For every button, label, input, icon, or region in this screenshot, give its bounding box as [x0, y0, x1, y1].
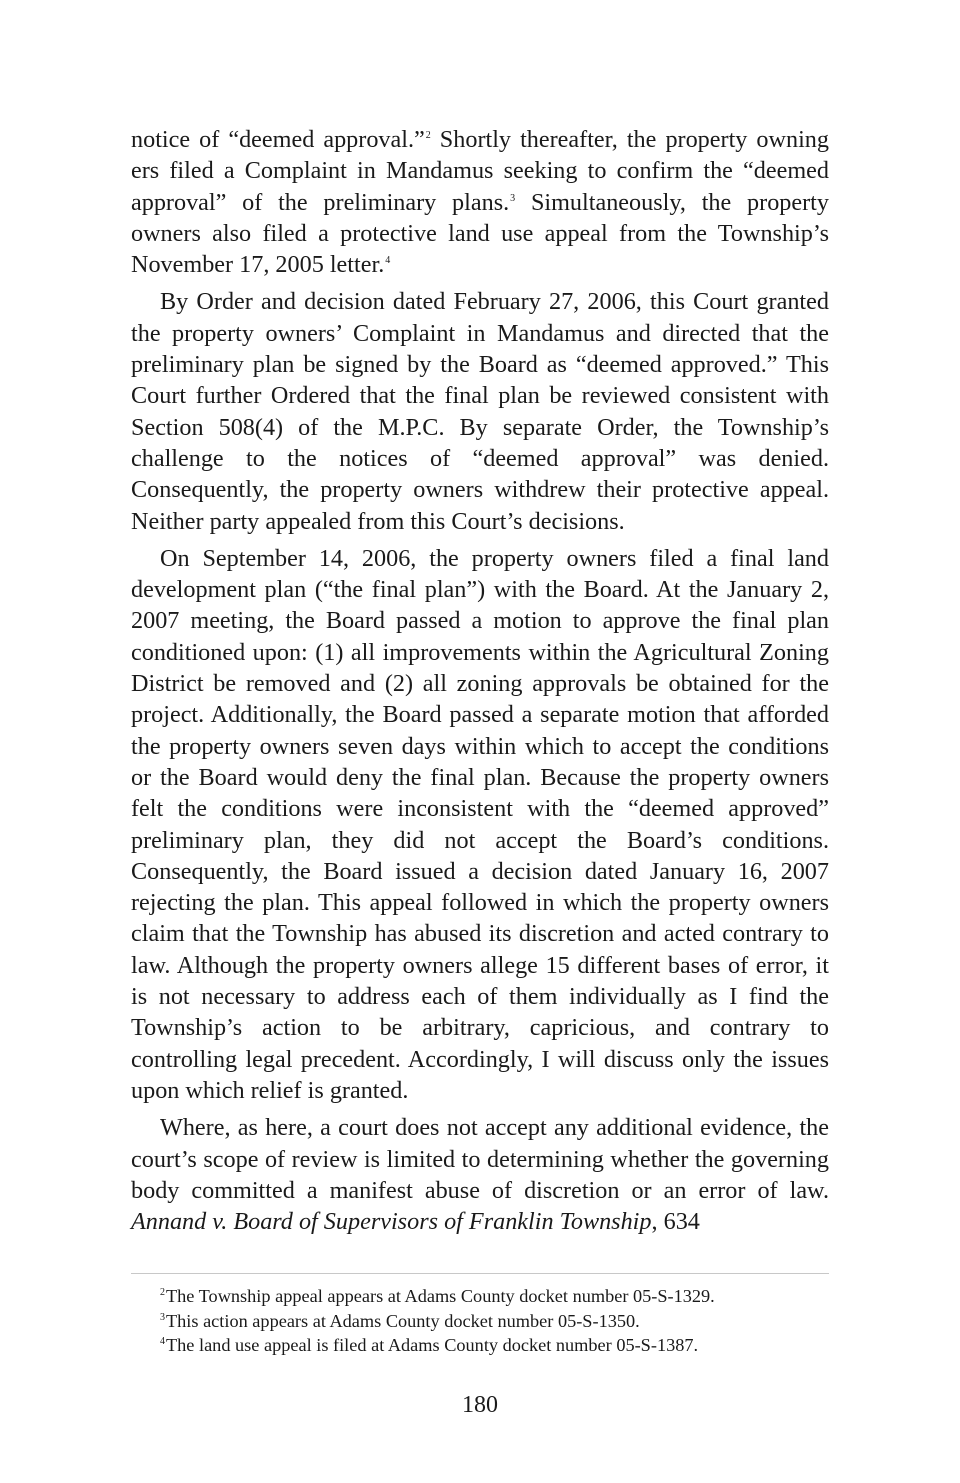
footnote-text: The Township appeal appears at Adams County docket number 05-S-1329. [166, 1286, 715, 1306]
paragraph-3: On September 14, 2006, the property owners filed a final land development plan (“the final plan”) with the Board. At the January 2, 2007 meeting, the Board passed a motion to approve the final plan conditioned upon: (1) all improvements within the Agricultural Zoning District be removed and (2) all zoning approvals be obtained for the project. Additionally, the Board passed a separate motion that afforded the property owners seven days within which to accept the conditions or the Board would deny the final plan. Because the property owners felt the conditions were inconsistent with the “deemed approved” preliminary plan, they did not accept the Board’s conditions. Consequently, the Board issued a decision dated January 16, 2007 rejecting the plan. This appeal followed in which the property owners claim that the Township has abused its discretion and acted contrary to law. Although the property owners allege 15 different bases of error, it is not necessary to address each of them individually as I find the Township’s action to be arbitrary, capricious, and contrary to controlling legal precedent. Accordingly, I will discuss only the issues upon which relief is granted. [131, 544, 829, 1104]
paragraph-1 [131, 124, 829, 280]
paragraph-1-text-c: Simultaneously, the property owners also filed a protective land use appeal from the Township’s November 17, 2005 letter. [131, 188, 829, 279]
paragraph-4-text-b: , 634 [651, 1208, 700, 1236]
paragraph-2: By Order and decision dated February 27, 2006, this Court granted the property owners’ Complaint in Mandamus and directed that the preliminary plan be signed by the Board as “deemed approved.” This Court further Ordered that the final plan be reviewed consistent with Section 508(4) of the M.P.C. By separate Order, the Township’s challenge to the notices of “deemed approval” was denied. Consequently, the property owners withdrew their protective appeal. Neither party appealed from this Court’s decisions. [131, 288, 829, 535]
footnote-number: 2 [160, 1287, 165, 1298]
footnote-number: 3 [160, 1311, 165, 1323]
paragraph-4-text-a: Where, as here, a court does not accept any additional evidence, the court’s scope of review is limited to determining whether the governing body committed a manifest abuse of discretion or an error of law. [131, 1114, 829, 1204]
footnotes [160, 1284, 829, 1358]
footnote-text: This action appears at Adams County docket number 05-S-1350. [166, 1310, 640, 1331]
footnote-ref-3[interactable]: 3 [510, 192, 516, 204]
footnote-text: The land use appeal is filed at Adams County docket number 05-S-1387. [166, 1335, 699, 1355]
footnote-3 [160, 1309, 829, 1334]
paragraph-1-text-b: Shortly thereafter, the property owning ers filed a Complaint in Mandamus seeking to confirm the “deemed approval” of the preliminary plans. [131, 126, 829, 216]
case-citation: Annand v. Board of Supervisors of Franklin Township [131, 1208, 652, 1236]
paragraph-1-text-a: notice of “deemed approval.” [131, 126, 425, 153]
page-body [131, 124, 829, 1243]
footnote-ref-4[interactable]: 4 [385, 255, 391, 267]
paragraph-4 [131, 1112, 829, 1237]
footnote-ref-2[interactable]: 2 [425, 130, 431, 141]
footnote-divider [131, 1273, 829, 1274]
page-number: 180 [462, 1392, 498, 1418]
footnote-2 [160, 1284, 829, 1309]
footnote-4 [160, 1333, 829, 1358]
footnote-number: 4 [160, 1336, 165, 1347]
